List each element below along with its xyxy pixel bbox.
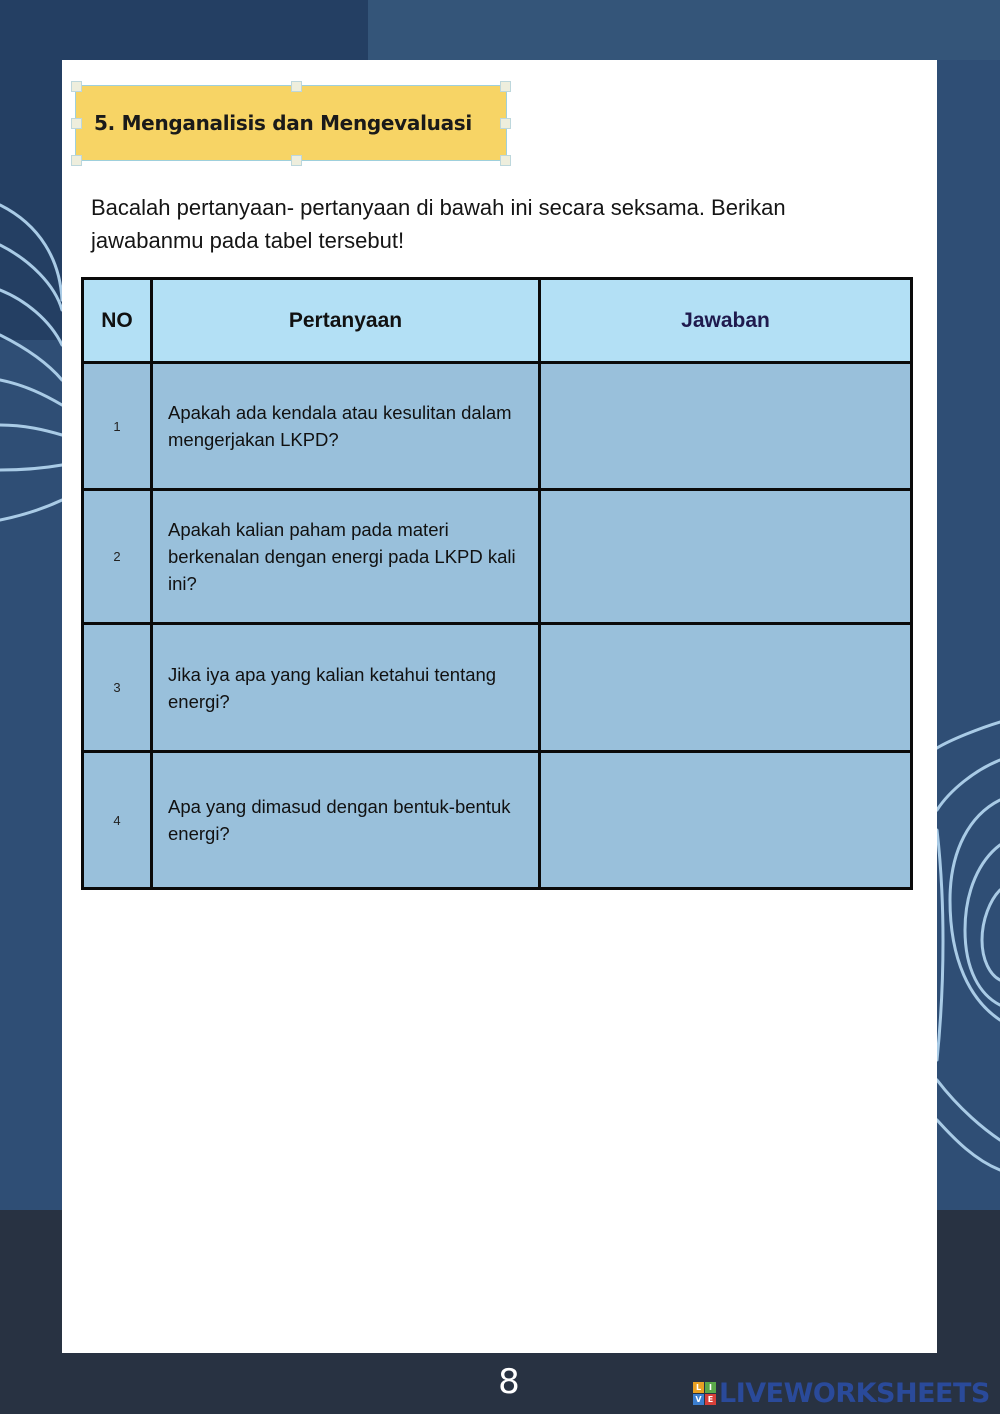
resize-handle-bottom-middle[interactable] xyxy=(291,155,302,166)
logo-tile-l: L xyxy=(693,1382,704,1393)
resize-handle-bottom-left[interactable] xyxy=(71,155,82,166)
question-text: Apakah kalian paham pada materi berkenalan dengan energi pada LKPD kali ini? xyxy=(152,490,540,624)
section-title[interactable]: 5. Menganalisis dan Mengevaluasi xyxy=(76,86,506,160)
logo-wordmark: LIVEWORKSHEETS xyxy=(719,1378,990,1409)
logo-tile-v: V xyxy=(693,1394,704,1405)
row-number: 3 xyxy=(83,624,152,752)
answer-field[interactable] xyxy=(540,752,912,889)
column-header-answer: Jawaban xyxy=(540,279,912,363)
resize-handle-middle-left[interactable] xyxy=(71,118,82,129)
question-text: Apa yang dimasud dengan bentuk-bentuk energi? xyxy=(152,752,540,889)
table-row xyxy=(83,490,912,624)
liveworksheets-logo[interactable] xyxy=(693,1378,990,1409)
resize-handle-bottom-right[interactable] xyxy=(500,155,511,166)
table-row xyxy=(83,624,912,752)
row-number: 4 xyxy=(83,752,152,889)
table-row xyxy=(83,363,912,490)
column-header-no: NO xyxy=(83,279,152,363)
resize-handle-top-right[interactable] xyxy=(500,81,511,92)
instructions-text: Bacalah pertanyaan- pertanyaan di bawah ini secara seksama. Berikan jawabanmu pada tabel tersebut! xyxy=(91,195,786,253)
answer-field[interactable] xyxy=(540,363,912,490)
resize-handle-top-left[interactable] xyxy=(71,81,82,92)
resize-handle-middle-right[interactable] xyxy=(500,118,511,129)
question-table xyxy=(81,277,913,890)
logo-tile-i: I xyxy=(705,1382,716,1393)
page-number: 8 xyxy=(498,1362,520,1402)
question-text: Jika iya apa yang kalian ketahui tentang energi? xyxy=(152,624,540,752)
resize-handle-top-middle[interactable] xyxy=(291,81,302,92)
row-number: 1 xyxy=(83,363,152,490)
answer-field[interactable] xyxy=(540,490,912,624)
answer-field[interactable] xyxy=(540,624,912,752)
logo-tile-grid xyxy=(693,1382,716,1405)
logo-tile-e: E xyxy=(705,1394,716,1405)
table-header-row xyxy=(83,279,912,363)
column-header-question: Pertanyaan xyxy=(152,279,540,363)
table-row xyxy=(83,752,912,889)
worksheet-page xyxy=(62,60,937,1353)
question-text: Apakah ada kendala atau kesulitan dalam mengerjakan LKPD? xyxy=(152,363,540,490)
row-number: 2 xyxy=(83,490,152,624)
